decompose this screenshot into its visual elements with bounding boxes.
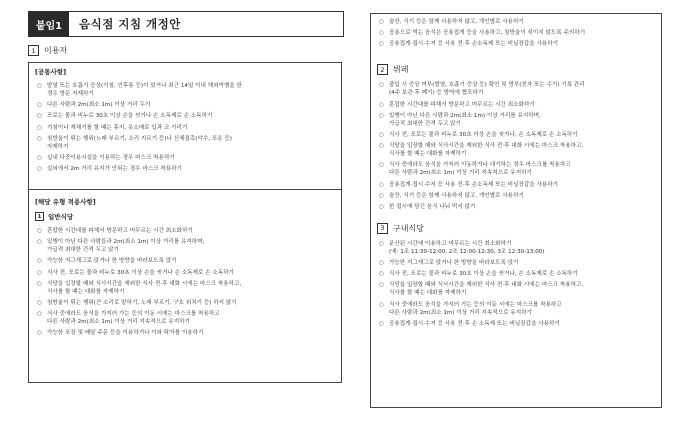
list-item (377, 320, 655, 328)
list-item (377, 18, 655, 26)
list-item-line: ○ 술잔, 식기 등은 함께 사용하지 않고, 개인별로 사용하기 (389, 192, 524, 199)
list-item (377, 29, 655, 37)
list-item (377, 40, 655, 48)
section-heading-users (28, 45, 342, 56)
list-item-line: 다른 사람과 2m(최소 1m) 이상 거리 지속적으로 유지하기 (47, 319, 190, 326)
type-rules-label: [해당 유형 적용사항] (35, 198, 96, 206)
list-item-line: 다른 사람과 2m(최소 1m) 이상 거리 지속적으로 유지하기 (389, 309, 532, 316)
list-item-line: ○ 공용으로 먹는 음식은 공용집게 등을 사용하고, 침방울이 섞이지 않도록 주의하기 (389, 30, 586, 37)
list-item (377, 203, 655, 211)
general-restaurant-list (35, 227, 335, 337)
list-item-line: ○ 침방울이 튀는 행위(큰 소리로 말하기, 노래 부르기, 구호 외치기 등) 하지 않기 (47, 299, 237, 306)
list-item (35, 112, 335, 120)
list-item-line: ○ 한 접시에 담긴 음식 나눠 먹지 않기 (389, 203, 476, 210)
list-item (35, 299, 335, 307)
document-header (28, 11, 344, 37)
attachment-badge: 붙임1 (29, 12, 69, 36)
list-item-line: 가급적 최대한 간격 두고 앉기 (389, 120, 461, 127)
list-item (35, 135, 335, 151)
section-number: 3 (377, 223, 388, 234)
section-heading-buffet (377, 64, 655, 75)
list-item (35, 82, 335, 98)
list-item (35, 280, 335, 296)
list-item-line: ○ 가능한 지그재그로 앉거나 한 방향을 바라보도록 앉기 (389, 260, 519, 267)
continued-rules-list (377, 18, 655, 48)
right-continuation-box (370, 13, 662, 408)
list-item-line: 경우 방문 자제하기 (47, 91, 94, 97)
list-item-line: ○ 식당을 입장할 때와 식사시간을 제외한 식사 전·후 대화 시에는 마스크 착용하고, (47, 280, 242, 287)
list-item (35, 257, 335, 265)
right-column (370, 13, 662, 408)
document-title: 음식점 지침 개정안 (79, 17, 181, 31)
list-item (377, 142, 655, 158)
left-column (28, 45, 342, 383)
section-title: 이용자 (44, 46, 68, 55)
list-item (35, 329, 335, 337)
list-item-line: ○ 침방울이 튀는 행위(노래 부르기, 소리 지르기 등)나 신체접촉(악수, 포옹 등) (47, 135, 232, 142)
list-item-line: ○ 기침이나 재채기를 할 때는 휴지, 옷소매로 입과 코 가리기 (47, 124, 188, 131)
list-item-line: ○ 발열 또는 호흡기 증상(기침, 인후통 등)이 있거나 최근 14일 이내 해외여행을 한 (47, 83, 242, 89)
list-item-line: ○ 실내 다중이용시설을 이용하는 경우 마스크 착용하기 (47, 154, 175, 161)
list-item-line: ○ 식사 전, 포로는 물과 비누로 30초 이상 손을 씻거나, 손 소독제로 손 소독하기 (389, 131, 578, 138)
list-item-line: 식사를 할 때는 대화를 자제하기 (389, 290, 467, 297)
list-item (35, 310, 335, 326)
list-item-line: 식사를 할 때는 대화를 자제하기 (389, 151, 467, 158)
list-item-line: (4주 보관 후 폐기) 등 방역에 협조하기 (389, 90, 484, 97)
list-item-line: ○ 일행이 아닌 다른 사람과 2m(최소 1m) 이상 거리를 유지하며, (389, 112, 541, 119)
section-title: 구내식당 (393, 223, 424, 233)
list-item-line: ○ 혼잡한 시간대를 피해서 방문하고 머무르는 시간 최소화하기 (47, 228, 193, 234)
list-item (377, 281, 655, 297)
subsection-heading-general-restaurant (35, 212, 335, 221)
list-item (377, 131, 655, 139)
list-item-line: ○ 식사 전, 포로는 물과 비누로 30초 이상 손을 씻거나 손 소독제로 손 소독하기 (47, 269, 234, 276)
list-item-line: ○ 혼잡한 시간대를 피해서 방문하고 머무르는 시간 최소화하기 (389, 101, 535, 108)
list-item (377, 81, 655, 97)
list-item (35, 124, 335, 132)
list-item (35, 165, 335, 173)
section-heading-cafeteria (377, 223, 655, 234)
list-item (377, 192, 655, 200)
cafeteria-rules-list (377, 240, 655, 328)
section-number: 2 (377, 64, 388, 75)
section-title: 뷔페 (393, 65, 409, 75)
list-item (377, 112, 655, 128)
list-item-line: ○ 공용집게·접시·수저 등 사용 전·후 손소독제 또는 비닐장갑을 사용하기 (389, 41, 559, 48)
list-item (377, 181, 655, 189)
list-item-line: ○ 공용집게·접시·수저 등 사용 전·후 손 소독제 또는 비닐장갑을 사용하기 (389, 320, 560, 327)
common-rules-label: [공통사항] (35, 68, 67, 76)
list-item (377, 101, 655, 109)
list-item (35, 238, 335, 254)
list-item-line: ○ 출입 시 증상 여부(발열, 호흡기 증상 등) 확인 및 명부(전자 또는 수기) 기록 관리 (389, 82, 585, 89)
list-item (377, 161, 655, 177)
section-number: 1 (28, 45, 39, 56)
list-item-line: ○ 일행이 아닌 다른 사람들과 2m(최소 1m) 이상 거리를 유지하며, (47, 239, 205, 246)
list-item-line: ○ 포로는 물과 비누로 30초 이상 손을 씻거나 손 소독제로 손 소독하기 (47, 113, 213, 120)
list-item-line: ○ 식사 중에라도 음식을 가지러 가는 등의 이동 시에는 마스크를 착용하고 (389, 301, 562, 308)
list-item (35, 154, 335, 162)
common-rules-box (28, 62, 342, 190)
list-item-line: 다른 사람과 2m(최소 1m) 이상 거리 지속적으로 유지하기 (389, 170, 532, 177)
list-item-line: ○ 분산된 시간에 이용하고 머무르는 시간 최소화하기 (389, 240, 512, 247)
list-item (377, 240, 655, 256)
list-item (35, 227, 335, 235)
list-item-line: ○ 식사 중에라도 음식을 가지러 가는 등의 이동 시에는 마스크를 착용하고 (47, 311, 220, 318)
list-item-line: ○ 식당을 입장할 때와 식사시간을 제외한 식사 전·후 대화 시에는 마스크 착용하고, (389, 143, 584, 150)
list-item (35, 101, 335, 109)
list-item-line: 자제하기 (47, 143, 69, 150)
list-item-line: ○ 가능한 지그재그로 앉거나 한 방향을 바라보도록 앉기 (47, 258, 177, 265)
list-item-line: ○ 가능한 포장 및 배달 주문 등을 이용하거나 이와 탁자를 이용하기 (47, 330, 204, 337)
list-item-line: 가급적 최대한 간격 두고 앉기 (47, 247, 119, 254)
subsection-number: 1 (35, 212, 44, 221)
list-item-line: (예: 1조 11:30-12:00, 2조 12:00-12:30, 3조 12:30-13:00) (389, 248, 545, 255)
list-item (377, 301, 655, 317)
common-rules-list (35, 82, 335, 173)
type-rules-box (28, 190, 342, 383)
list-item-line: ○ 실외에서 2m 거리 유지가 안되는 경우 마스크 착용하기 (47, 166, 182, 173)
list-item-line: ○ 식사 중에라도 음식을 가지러 이동하거나 대기하는 경우 마스크를 착용하고 (389, 162, 571, 169)
list-item-line: ○ 공용집게·접시·수저 등 사용 전·후 손소독제 또는 비닐장갑을 사용하기 (389, 181, 559, 188)
list-item (377, 259, 655, 267)
list-item-line: ○ 술잔, 식기 등은 함께 사용하지 않고, 개인별로 사용하기 (389, 19, 524, 25)
list-item (35, 269, 335, 277)
list-item-line: ○ 식사 전, 포로는 물과 비누로 30초 이상 손을 씻거나, 손 소독제로 손 소독하기 (389, 271, 578, 278)
buffet-rules-list (377, 81, 655, 211)
list-item-line: ○ 식당을 입장할 때와 식사시간을 제외한 식사 전·후 대화 시에는 마스크 착용하고, (389, 282, 584, 289)
list-item-line: 식사를 할 때는 대화를 자제하기 (47, 288, 125, 295)
list-item-line: ○ 다른 사람과 2m(최소 1m) 이상 거리 두기 (47, 102, 151, 109)
subsection-title: 일반식당 (48, 213, 74, 221)
list-item (377, 270, 655, 278)
